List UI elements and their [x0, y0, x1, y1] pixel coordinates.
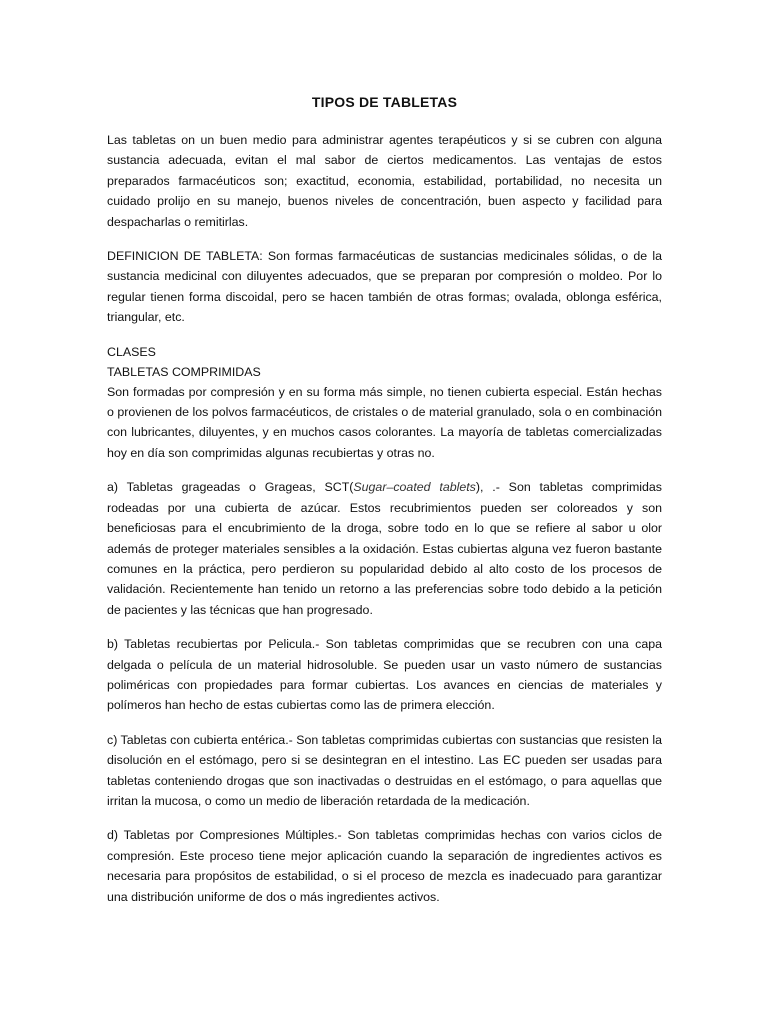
page-title: TIPOS DE TABLETAS [311, 94, 458, 110]
comprimidas-heading: TABLETAS COMPRIMIDAS [107, 364, 261, 379]
item-d-paragraph: d) Tabletas por Compresiones Múltiples.- Son tabletas comprimidas hechas con varios ciclos de compresión. Este proceso tiene mejor aplicación cuando la separación de ingredientes activos es necesaria para propósitos de estabilidad, o si el proceso de mezcla es inadecuado para garantizar una distribución uniforme de dos o más ingredientes activos. [107, 828, 662, 904]
document-body [107, 92, 662, 907]
definition-paragraph: DEFINICION DE TABLETA: Son formas farmacéuticas de sustancias medicinales sólidas, o de la sustancia medicinal con diluyentes adecuados, que se preparan por compresión o moldeo. Por lo regular tienen forma discoidal, pero se hacen también de otras formas; ovalada, oblonga esférica, triangular, etc. [107, 249, 662, 325]
clases-heading: CLASES [107, 344, 156, 359]
item-a-paragraph [107, 477, 662, 620]
intro-paragraph: Las tabletas on un buen medio para administrar agentes terapéuticos y si se cubren con alguna sustancia adecuada, evitan el mal sabor de ciertos medicamentos. Las ventajas de estos preparados farmacéuticos son; exactitud, economia, estabilidad, portabilidad, no necesita un cuidado prolijo en su manejo, buenos niveles de concentración, buen aspecto y facilidad para despacharlas o remitirlas. [107, 133, 662, 229]
item-a-italic-term: Sugar–coated tablets [353, 480, 476, 495]
item-a-rest: ), .- Son tabletas comprimidas rodeadas por una cubierta de azúcar. Estos recubrimientos pueden ser coloreados y son beneficiosas para el encubrimiento de la droga, sobre todo en lo que se refiere al sabor u olor además de proteger materiales sensibles a la oxidación. Estas cubiertas alguna vez fueron bastante comunes en la práctica, pero perdieron su popularidad debido al alto costo de los procesos de validación. Recientemente han tenido un retorno a las preferencias sobre todo debido a la petición de pacientes y las técnicas que han progresado. [107, 480, 662, 617]
item-a-prefix: a) Tabletas grageadas o Grageas, SCT( [107, 480, 354, 495]
item-c-paragraph: c) Tabletas con cubierta entérica.- Son tabletas comprimidas cubiertas con sustancias que resisten la disolución en el estómago, pero si se desintegran en el intestino. Las EC pueden ser usadas para tabletas conteniendo drogas que son inactivadas o destruidas en el estómago, o para aquellas que irritan la mucosa, o como un medio de liberación retardada de la medicación. [107, 732, 662, 808]
comprimidas-paragraph: Son formadas por compresión y en su forma más simple, no tienen cubierta especial. Están hechas o provienen de los polvos farmacéuticos, de cristales o de material granulado, sola o en combinación con lubricantes, diluyentes, y en muchos casos colorantes. La mayoría de tabletas comercializadas hoy en día son comprimidas algunas recubiertas y otras no. [107, 384, 662, 460]
item-b-paragraph: b) Tabletas recubiertas por Pelicula.- Son tabletas comprimidas que se recubren con una capa delgada o película de un material hidrosoluble. Se pueden usar un vasto número de sustancias poliméricas con propiedades para formar cubiertas. Los avances en ciencias de materiales y polímeros han hecho de estas cubiertas como las de primera elección. [107, 637, 662, 713]
